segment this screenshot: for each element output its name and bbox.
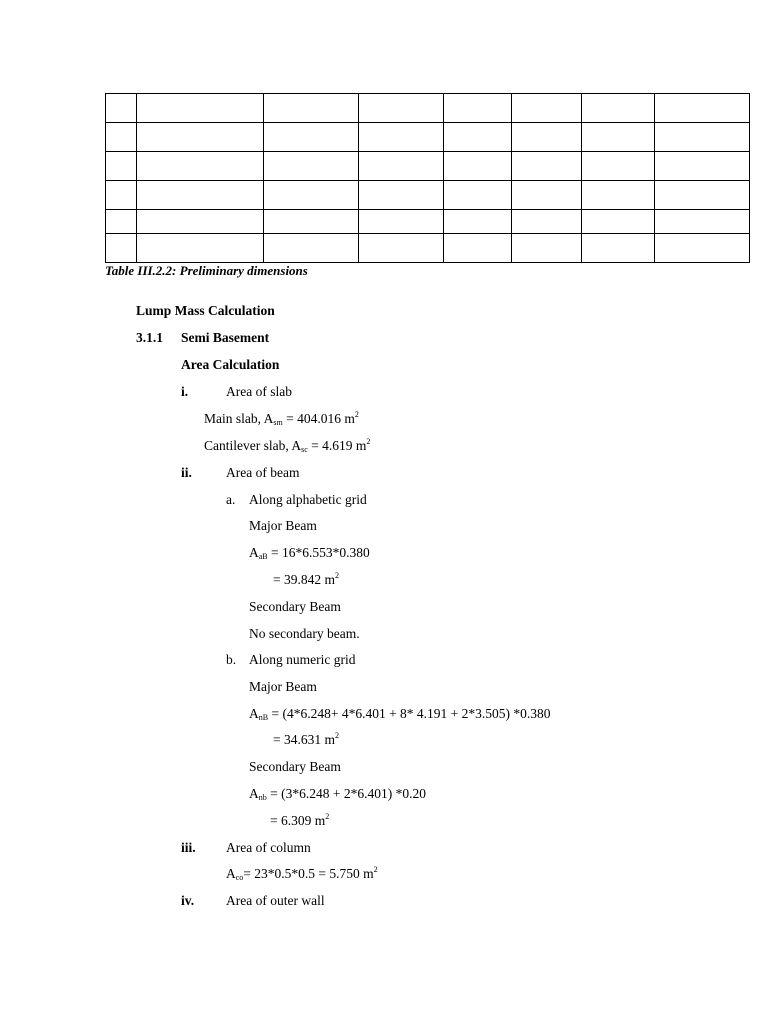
table-cell	[359, 234, 444, 263]
table-cell	[359, 181, 444, 210]
table-cell	[264, 234, 359, 263]
table-cell	[106, 181, 137, 210]
table-cell	[655, 152, 750, 181]
numeric-secondary-beam-label: Secondary Beam	[249, 759, 341, 774]
table-caption: Table III.2.2: Preliminary dimensions	[105, 263, 308, 278]
table-cell	[582, 152, 655, 181]
list-letter-a: a.	[226, 492, 236, 507]
table-cell	[106, 234, 137, 263]
table-row	[106, 152, 750, 181]
main-slab-equation: Main slab, $A_{sm} = 404.016$ $m^2$	[204, 410, 359, 427]
table-cell	[582, 94, 655, 123]
alphabetic-major-beam-equation: $A_{aB} = 16*6.553*0.380$	[249, 545, 370, 561]
table-cell	[655, 234, 750, 263]
table-row	[106, 94, 750, 123]
table-cell	[264, 181, 359, 210]
list-letter-b: b.	[226, 652, 237, 667]
area-of-outer-wall-label: Area of outer wall	[226, 893, 325, 908]
numeric-major-beam-equation: $A_{nB} = (4*6.248+ 4*6.401 + 8*$ 4.191 + 2*3.505) *0.380	[249, 706, 551, 722]
subsection-number: 3.1.1	[136, 330, 163, 345]
area-of-column-label: Area of column	[226, 840, 311, 855]
table-row	[106, 181, 750, 210]
area-of-beam-label: Area of beam	[226, 465, 300, 480]
area-of-slab-label: Area of slab	[226, 384, 292, 399]
table-cell	[106, 210, 137, 234]
numeric-secondary-beam-result: = 6.309 $m^2$	[270, 812, 330, 828]
table-cell	[137, 123, 264, 152]
subsection-title: Semi Basement	[181, 330, 270, 345]
table-cell	[359, 210, 444, 234]
alphabetic-major-beam-result: = 39.842 $m^2$	[273, 571, 339, 587]
alphabetic-grid-label: Along alphabetic grid	[249, 492, 367, 507]
table-row	[106, 210, 750, 234]
list-number-iv: iv.	[181, 893, 195, 908]
column-area-equation: $A_{co}= 23*0.5*0.5 = 5.750$ $m^2$	[226, 865, 378, 882]
table-cell	[655, 94, 750, 123]
list-number-ii: ii.	[181, 465, 192, 480]
table-cell	[582, 123, 655, 152]
table-cell	[444, 152, 512, 181]
table-cell	[512, 234, 582, 263]
table-cell	[359, 123, 444, 152]
table-cell	[106, 123, 137, 152]
table-cell	[444, 181, 512, 210]
table-cell	[359, 152, 444, 181]
table-cell	[444, 210, 512, 234]
table-cell	[444, 234, 512, 263]
table-cell	[655, 210, 750, 234]
table-cell	[512, 181, 582, 210]
table-cell	[512, 123, 582, 152]
table-cell	[359, 94, 444, 123]
table-cell	[137, 181, 264, 210]
numeric-major-beam-label: Major Beam	[249, 679, 317, 694]
table-cell	[655, 123, 750, 152]
table-cell	[264, 210, 359, 234]
alphabetic-secondary-beam-label: Secondary Beam	[249, 599, 341, 614]
table-cell	[137, 94, 264, 123]
table-cell	[264, 152, 359, 181]
table-cell	[444, 123, 512, 152]
alphabetic-major-beam-label: Major Beam	[249, 518, 317, 533]
area-calculation-heading: Area Calculation	[181, 357, 280, 372]
table-row	[106, 234, 750, 263]
table-cell	[264, 94, 359, 123]
table-cell	[444, 94, 512, 123]
section-title: Lump Mass Calculation	[136, 303, 275, 318]
table-cell	[582, 234, 655, 263]
table-cell	[512, 210, 582, 234]
cantilever-slab-equation: Cantilever slab, $A_{sc} = 4.619$ $m^2$	[204, 437, 371, 454]
numeric-secondary-beam-equation: $A_{nb} = (3*6.248 + 2*6.401)$ *0.20	[249, 786, 426, 802]
list-number-iii: iii.	[181, 840, 196, 855]
list-number-i: i.	[181, 384, 189, 399]
table-cell	[655, 181, 750, 210]
preliminary-dimensions-table	[105, 93, 750, 263]
numeric-grid-label: Along numeric grid	[249, 652, 356, 667]
numeric-major-beam-result: = 34.631 $m^2$	[273, 731, 339, 747]
table-cell	[106, 94, 137, 123]
table-row	[106, 123, 750, 152]
table-cell	[512, 152, 582, 181]
no-secondary-beam-note: No secondary beam.	[249, 626, 360, 641]
table-cell	[106, 152, 137, 181]
table-cell	[137, 234, 264, 263]
table-cell	[582, 210, 655, 234]
table-cell	[512, 94, 582, 123]
table-cell	[137, 152, 264, 181]
table-cell	[264, 123, 359, 152]
table-cell	[582, 181, 655, 210]
table-cell	[137, 210, 264, 234]
